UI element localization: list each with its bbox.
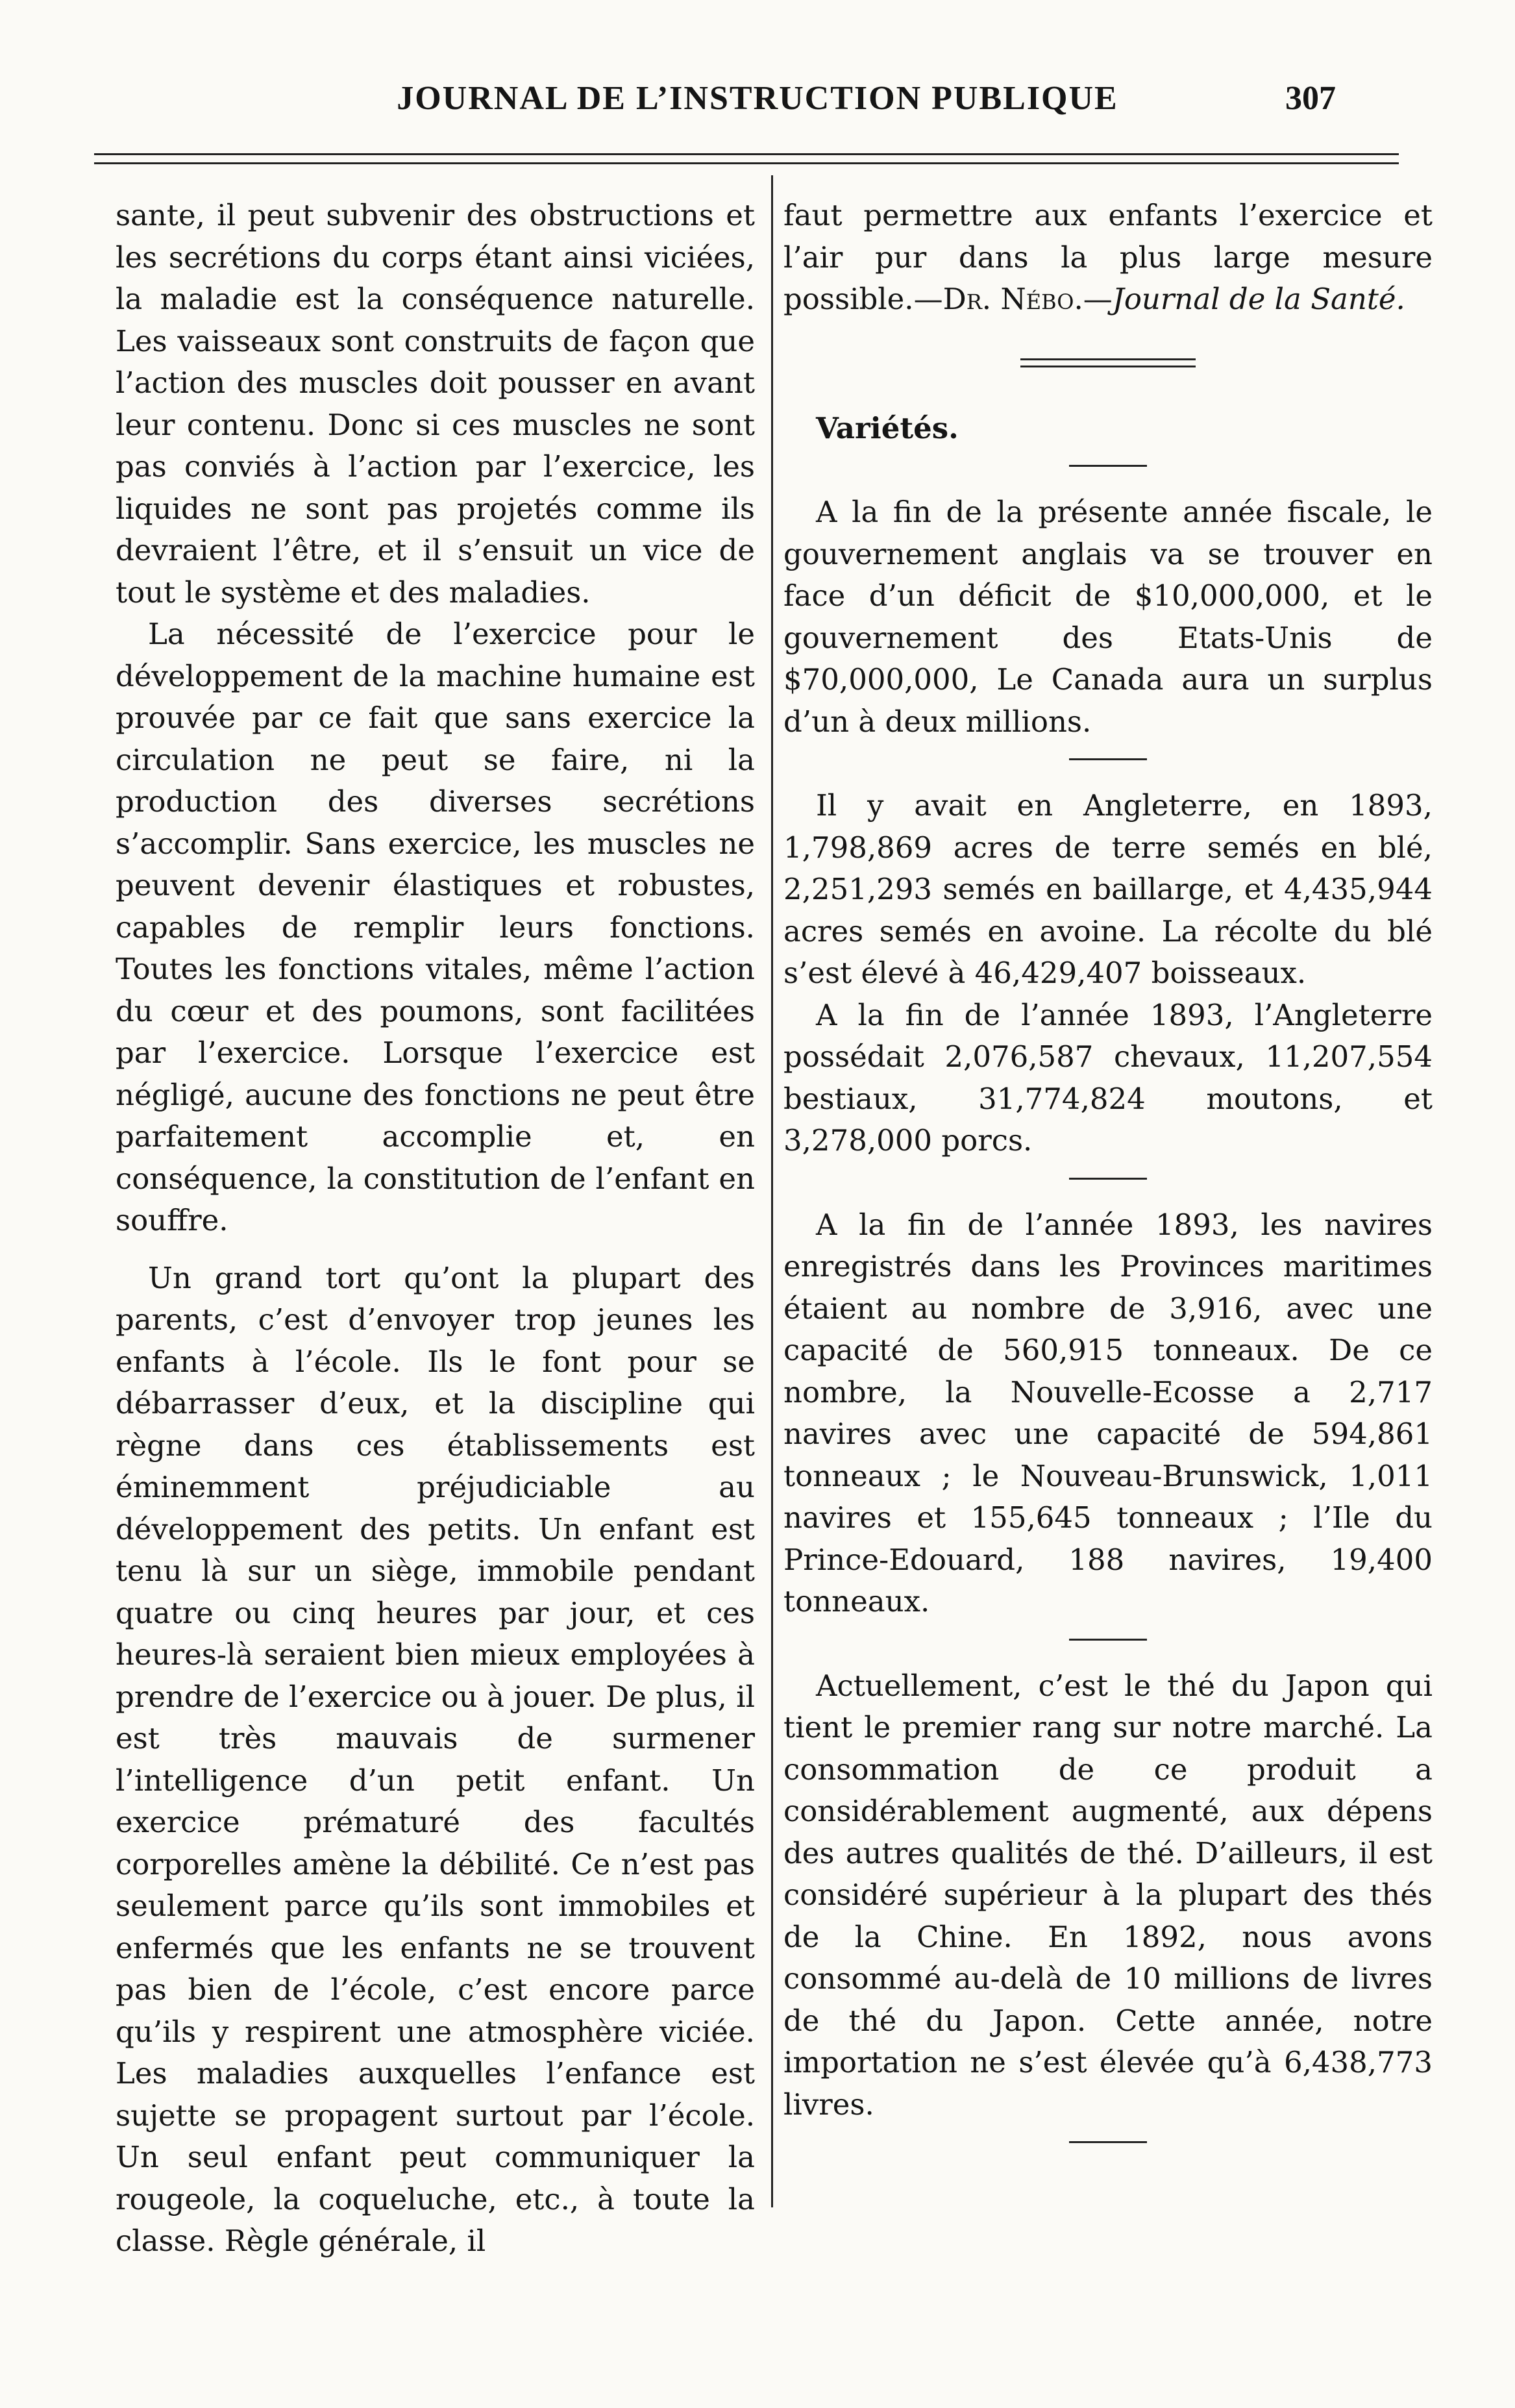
section-separator <box>1020 358 1196 367</box>
source-dash: .— <box>1074 282 1113 316</box>
news-item: Actuellement, c’est le thé du Japon qui tient le premier rang sur notre marché. La consommation de ce produit a considérablement augmenté, aux dépens des autres qualités de thé. D’ailleurs, il est considéré supérieur à la plupart des thés de la Chine. En 1892, nous avons consommé au-delà de 10 millions de livres de thé du Japon. Cette année, notre importation ne s’est élevée qu’à 6,438,773 livres. <box>783 1668 1433 2122</box>
item-separator <box>1069 758 1147 760</box>
item-separator <box>1069 1178 1147 1180</box>
news-item: Il y avait en Angleterre, en 1893, 1,798,869 acres de terre semés en blé, 2,251,293 semés en baillarge, et 4,435,944 acres semés en avoine. La récolte du blé s’est élevé à 46,429,407 boisseaux. <box>783 788 1433 990</box>
news-item: A la fin de la présente année fiscale, le gouvernement anglais va se trouver en face d’un déficit de $10,000,000, et le gouvernement des Etats-Unis de $70,000,000, Le Canada aura un surplus d’un à deux millions. <box>783 495 1433 739</box>
author-name: Dr. Nébo <box>942 282 1074 316</box>
header-rule <box>94 162 1399 164</box>
paragraph: Un grand tort qu’ont la plupart des parents, c’est d’envoyer trop jeunes les enfants à l’école. Ils le font pour se débarrasser d’eux, et la discipline qui règne dans ces établissements est éminemment préjudiciable au développement des petits. Un enfant est tenu là sur un siège, immobile pendant quatre ou cinq heures par jour, et ces heures-là seraient bien mieux employées à prendre de l’exercice ou à jouer. De plus, il est très mauvais de surmener l’intelligence d’un petit enfant. Un exercice prématuré des facultés corporelles amène la débilité. Ce n’est pas seulement parce qu’ils sont immobiles et enfermés que les enfants ne se trouvent pas bien de l’école, c’est encore parce qu’ils y respirent une atmosphère viciée. Les maladies auxquelles l’enfance est sujette se propagent surtout par l’école. Un seul enfant peut communiquer la rougeole, la coqueluche, etc., à toute la classe. Règle générale, il <box>116 1260 755 2258</box>
news-item: A la fin de l’année 1893, les navires enregistrés dans les Provinces maritimes étaient au nombre de 3,916, avec une capacité de 560,915 tonneaux. De ce nombre, la Nouvelle-Ecosse a 2,717 navires avec une capacité de 594,861 tonneaux ; le Nouveau-Brunswick, 1,011 navires et 155,645 tonneaux ; l’Ile du Prince-Edouard, 188 navires, 19,400 tonneaux. <box>783 1207 1433 1619</box>
item-separator <box>1069 1639 1147 1641</box>
paragraph-continuation <box>783 195 1433 321</box>
continuation-text: faut permettre aux enfants l’exercice et l’air pur dans la plus large mesure possible.— <box>783 198 1433 316</box>
item-separator <box>1069 2141 1147 2143</box>
header-rule <box>94 153 1399 155</box>
paragraph: La nécessité de l’exercice pour le développement de la machine humaine est prouvée par ce fait que sans exercice la circulation ne peut se faire, ni la production des diverses secrétions s’accomplir. Sans exercice, les muscles ne peuvent devenir élastiques et robustes, capables de remplir leurs fonctions. Toutes les fonctions vitales, même l’action du cœur et des poumons, sont facilitées par l’exercice. Lorsque l’exercice est négligé, aucune des fonctions ne peut être parfaitement accomplie et, en conséquence, la constitution de l’enfant en souffre. <box>116 617 755 1237</box>
left-column <box>116 195 755 2263</box>
column-divider <box>771 175 773 2207</box>
running-header-title: JOURNAL DE L’INSTRUCTION PUBLIQUE <box>397 80 1118 117</box>
right-column <box>783 195 1433 2168</box>
item-separator <box>1069 465 1147 467</box>
page-number: 307 <box>1285 80 1336 117</box>
news-item: A la fin de l’année 1893, l’Angleterre possédait 2,076,587 chevaux, 11,207,554 bestiaux, 31,774,824 moutons, et 3,278,000 porcs. <box>783 997 1433 1158</box>
source-citation: Journal de la Santé. <box>1112 282 1405 316</box>
section-title: Variétés. <box>816 410 959 445</box>
paragraph: sante, il peut subvenir des obstructions et les secrétions du corps étant ainsi viciées, la maladie est la conséquence naturelle. Les vaisseaux sont construits de façon que l’action des muscles doit pousser en avant leur contenu. Donc si ces muscles ne sont pas conviés à l’action par l’exercice, les liquides ne sont pas projetés comme ils devraient l’être, et il s’ensuit un vice de tout le système et des maladies. <box>116 198 755 610</box>
